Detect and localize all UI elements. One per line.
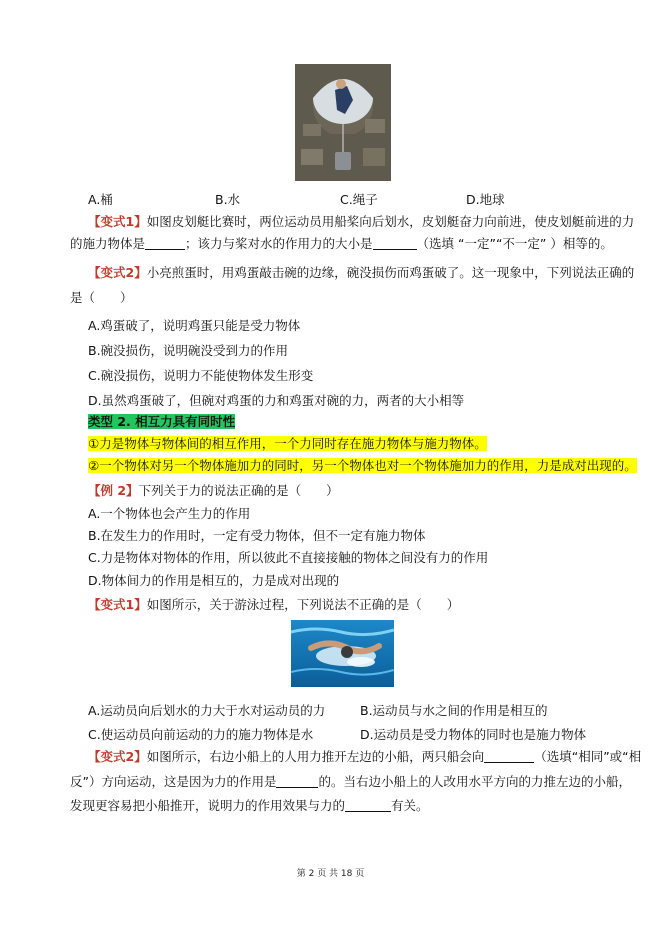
option-b: B.水	[215, 192, 241, 207]
variant-tag: 【变式2】	[88, 265, 147, 280]
answer-blank[interactable]	[345, 799, 391, 812]
option-a: A.鸡蛋破了，说明鸡蛋只能是受力物体	[88, 318, 301, 333]
option-b: B.在发生力的作用时，一定有受力物体，但不一定有施力物体	[88, 528, 426, 543]
option-c: C.力是物体对物体的作用，所以彼此不直接接触的物体之间没有力的作用	[88, 550, 489, 565]
option-a: A.运动员向后划水的力大于水对运动员的力	[88, 703, 326, 718]
example2-question: 【例 2】下列关于力的说法正确的是（ ）	[88, 483, 339, 498]
option-a: A.一个物体也会产生力的作用	[88, 506, 251, 521]
variant2-boat-line3: 发现更容易把小船推开，说明力的作用效果与力的 有关。	[70, 798, 429, 813]
option-c: C.碗没损伤，说明力不能使物体发生形变	[88, 368, 314, 383]
answer-blank[interactable]	[373, 237, 417, 250]
option-a: A.桶	[88, 192, 113, 207]
option-c: C.使运动员向前运动的力的施力物体是水	[88, 727, 314, 742]
swimmer-photo	[291, 620, 394, 687]
variant1-kayak-line2: 的施力物体是 ；该力与桨对水的作用力的大小是 （选填 “一定”“不一定” ）相等的。	[70, 236, 613, 251]
section-heading: 类型 2. 相互力具有同时性	[88, 414, 236, 429]
variant1-kayak-line1: 【变式1】如图皮划艇比赛时，两位运动员用船桨向后划水，皮划艇奋力向前进，使皮划艇前进的力	[88, 214, 635, 229]
key-point-1: ①力是物体与物体间的相互作用，一个力同时存在施力物体与施力物体。	[88, 436, 487, 451]
variant-tag: 【变式1】	[88, 214, 147, 229]
variant-tag: 【变式1】	[88, 597, 147, 612]
option-d: D.虽然鸡蛋破了，但碗对鸡蛋的力和鸡蛋对碗的力，两者的大小相等	[88, 393, 465, 408]
answer-blank[interactable]	[276, 775, 318, 788]
variant2-egg-line1: 【变式2】小亮煎蛋时，用鸡蛋敲击碗的边缘，碗没损伤而鸡蛋破了。这一现象中，下列说法正确的	[88, 265, 635, 280]
variant2-boat-line2: 反”）方向运动，这是因为力的作用是 的。当右边小船上的人改用水平方向的力推左边的小船，	[70, 774, 631, 789]
option-b: B.碗没损伤，说明碗没受到力的作用	[88, 343, 289, 358]
variant-tag: 【变式2】	[88, 749, 147, 764]
answer-blank[interactable]	[145, 237, 185, 250]
option-b: B.运动员与水之间的作用是相互的	[360, 703, 548, 718]
answer-blank[interactable]	[484, 750, 534, 763]
variant2-boat-line1: 【变式2】如图所示，右边小船上的人用力推开左边的小船，两只船会向 （选填“相同”或“相	[88, 749, 642, 764]
page-footer: 第 2 页 共 18 页	[296, 869, 365, 879]
option-c: C.绳子	[340, 192, 378, 207]
example-tag: 【例 2】	[88, 483, 139, 498]
variant1-swim-question: 【变式1】如图所示，关于游泳过程，下列说法不正确的是（ ）	[88, 597, 460, 612]
option-d: D.物体间力的作用是相互的，力是成对出现的	[88, 573, 340, 588]
well-photo	[295, 64, 391, 181]
option-d: D.地球	[466, 192, 505, 207]
variant2-egg-line2: 是（ ）	[70, 290, 133, 305]
key-point-2: ②一个物体对另一个物体施加力的同时，另一个物体也对一个物体施加力的作用，力是成对出现的。	[88, 458, 637, 473]
option-d: D.运动员是受力物体的同时也是施力物体	[360, 727, 587, 742]
